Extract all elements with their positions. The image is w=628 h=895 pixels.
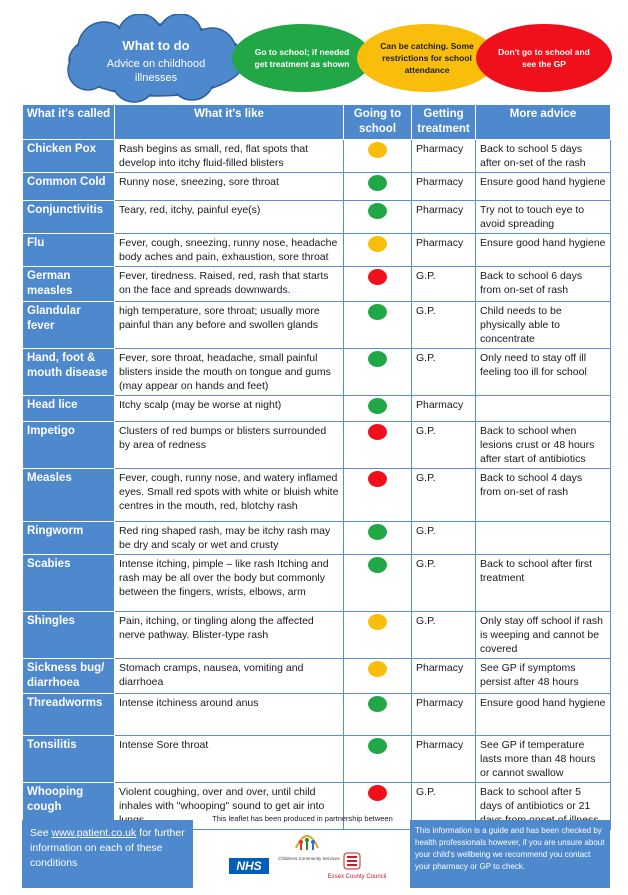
school-status-cell [344, 659, 412, 694]
status-amber-dot [368, 661, 387, 677]
school-status-cell [344, 522, 412, 555]
treatment-cell: Pharmacy [412, 201, 476, 234]
illness-symptoms: Teary, red, itchy, painful eye(s) [115, 201, 344, 234]
status-red-dot [368, 269, 387, 285]
treatment-cell: Pharmacy [412, 736, 476, 783]
school-status-cell [344, 612, 412, 659]
treatment-cell: G.P. [412, 522, 476, 555]
advice-cell: Back to school after 5 days of antibiotics or 21 [476, 783, 611, 830]
illness-symptoms: Fever, sore throat, headache, small painful blisters inside the mouth on tongue and gums (may appear on hands and feet) [115, 349, 344, 396]
illness-name: Impetigo [23, 422, 115, 469]
illness-name: Glandular fever [23, 302, 115, 349]
treatment-cell: Pharmacy [412, 140, 476, 173]
status-green-dot [368, 696, 387, 712]
nhs-logo: NHS [229, 858, 269, 874]
illness-advice-table [22, 104, 611, 830]
table-row [23, 694, 611, 736]
treatment-cell: Pharmacy [412, 694, 476, 736]
illness-symptoms: Rash begins as small, red, flat spots that develop into itchy fluid-filled blisters [115, 140, 344, 173]
advice-cell: Try not to touch eye to avoid spreading [476, 201, 611, 234]
essex-county-council-logo [343, 852, 361, 870]
illness-symptoms: Fever, cough, sneezing, runny nose, headache body aches and pain, exhaustion, sore throat [115, 234, 344, 267]
advice-cell: See GP if temperature lasts more than 48 hours or cannot swallow [476, 736, 611, 783]
footer-more-info [22, 820, 193, 888]
school-status-cell [344, 396, 412, 422]
status-red-dot [368, 424, 387, 440]
illness-symptoms: Pain, itching, or tingling along the affected nerve pathway. Blister-type rash [115, 612, 344, 659]
illness-name: Chicken Pox [23, 140, 115, 173]
table-row [23, 522, 611, 555]
treatment-cell: Pharmacy [412, 173, 476, 201]
advice-cell: Back to school 5 days after on-set of the rash [476, 140, 611, 173]
table-row [23, 140, 611, 173]
cloud-title: What to do [122, 38, 190, 53]
illness-name: Whooping cough [23, 783, 115, 830]
treatment-cell: G.P. [412, 555, 476, 612]
footer-left-suffix: for further information on each of these conditions [30, 827, 185, 869]
illness-name: Threadworms [23, 694, 115, 736]
childrens-community-logo [293, 828, 321, 854]
amber-key-label: Can be catching. Some restrictions for school attendance [380, 41, 474, 75]
illness-symptoms: Stomach cramps, nausea, vomiting and diarrhoea [115, 659, 344, 694]
illness-name: Measles [23, 469, 115, 522]
status-red-dot [368, 471, 387, 487]
status-green-dot [368, 557, 387, 573]
illness-name: Sickness bug/ diarrhoea [23, 659, 115, 694]
table-row [23, 267, 611, 302]
treatment-cell: Pharmacy [412, 234, 476, 267]
illness-symptoms: high temperature, sore throat; usually more painful than any before and swollen glands [115, 302, 344, 349]
cloud-subtitle: Advice on childhood illnesses [106, 58, 206, 84]
advice-cell: Child needs to be physically able to concentrate [476, 302, 611, 349]
table-row [23, 555, 611, 612]
table-row [23, 234, 611, 267]
illness-name: Conjunctivitis [23, 201, 115, 234]
advice-cell: See GP if symptoms persist after 48 hours [476, 659, 611, 694]
advice-cell: Only stay off school if rash is weeping and cannot be covered [476, 612, 611, 659]
red-key-oval [476, 24, 612, 92]
illness-name: Tonsilitis [23, 736, 115, 783]
table-row [23, 302, 611, 349]
school-status-cell [344, 140, 412, 173]
header-like: What it's like [115, 105, 344, 140]
school-status-cell [344, 422, 412, 469]
school-status-cell [344, 694, 412, 736]
table-row [23, 736, 611, 783]
table-row [23, 396, 611, 422]
partner-note: This leaflet has been produced in partnership between [212, 814, 393, 823]
table-header-row [23, 105, 611, 140]
header-advice: More advice [476, 105, 611, 140]
table-row [23, 422, 611, 469]
table-row [23, 659, 611, 694]
header-going-to-school: Going to school [344, 105, 412, 140]
treatment-cell: G.P. [412, 349, 476, 396]
status-green-dot [368, 524, 387, 540]
illness-symptoms: Fever, tiredness. Raised, red, rash that starts on the face and spreads downwards. [115, 267, 344, 302]
illness-name: Head lice [23, 396, 115, 422]
school-status-cell [344, 302, 412, 349]
green-key-oval [232, 24, 372, 92]
advice-cell [476, 396, 611, 422]
advice-cell [476, 522, 611, 555]
green-key-label: Go to school; if needed get treatment as shown [254, 47, 350, 69]
status-green-dot [368, 351, 387, 367]
red-key-label: Don't go to school and see the GP [498, 47, 590, 69]
table-row [23, 173, 611, 201]
illness-symptoms: Intense itching, pimple – like rash Itching and rash may be all over the body but commonly between the fingers, wrists, elbows, arm [115, 555, 344, 612]
advice-cell: Back to school 6 days from on-set of rash [476, 267, 611, 302]
treatment-cell: G.P. [412, 612, 476, 659]
status-red-dot [368, 785, 387, 801]
school-status-cell [344, 234, 412, 267]
school-status-cell [344, 349, 412, 396]
patient-link[interactable]: www.patient.co.uk [51, 827, 137, 839]
treatment-cell: Pharmacy [412, 396, 476, 422]
illness-symptoms: Intense itchiness around anus [115, 694, 344, 736]
illness-name: Shingles [23, 612, 115, 659]
treatment-cell: G.P. [412, 783, 476, 830]
illness-symptoms: Clusters of red bumps or blisters surrounded by area of redness [115, 422, 344, 469]
advice-cell: Back to school when lesions crust or 48 hours after start of antibiotics [476, 422, 611, 469]
footer-left-prefix: See [30, 827, 52, 839]
school-status-cell [344, 201, 412, 234]
advice-cell: Ensure good hand hygiene [476, 173, 611, 201]
school-status-cell [344, 736, 412, 783]
school-status-cell [344, 469, 412, 522]
advice-cell: Back to school 4 days from on-set of rash [476, 469, 611, 522]
status-green-dot [368, 398, 387, 414]
treatment-cell: Pharmacy [412, 659, 476, 694]
status-amber-dot [368, 236, 387, 252]
illness-name: Scabies [23, 555, 115, 612]
illness-name: German measles [23, 267, 115, 302]
status-green-dot [368, 175, 387, 191]
table-row [23, 201, 611, 234]
advice-cell: Ensure good hand hygiene [476, 694, 611, 736]
advice-cell: Ensure good hand hygiene [476, 234, 611, 267]
school-status-cell [344, 173, 412, 201]
header-treatment: Getting treatment [412, 105, 476, 140]
treatment-cell: G.P. [412, 469, 476, 522]
partner-logos [195, 812, 410, 892]
illness-symptoms: Itchy scalp (may be worse at night) [115, 396, 344, 422]
status-green-dot [368, 304, 387, 320]
treatment-cell: G.P. [412, 422, 476, 469]
illness-symptoms: Red ring shaped rash, may be itchy rash may be dry and scaly or wet and crusty [115, 522, 344, 555]
status-green-dot [368, 738, 387, 754]
illness-name: Flu [23, 234, 115, 267]
illness-symptoms: Intense Sore throat [115, 736, 344, 783]
status-amber-dot [368, 142, 387, 158]
treatment-cell: G.P. [412, 302, 476, 349]
table-row [23, 469, 611, 522]
childrens-community-text: Childrens Community Services [278, 856, 340, 861]
essex-county-council-text: Essex County Council [327, 874, 387, 880]
advice-cell: Only need to stay off ill feeling too ill for school [476, 349, 611, 396]
status-amber-dot [368, 614, 387, 630]
illness-symptoms: Runny nose, sneezing, sore throat [115, 173, 344, 201]
illness-name: Ringworm [23, 522, 115, 555]
table-row [23, 349, 611, 396]
illness-name: Common Cold [23, 173, 115, 201]
school-status-cell [344, 267, 412, 302]
header-name: What it's called [23, 105, 115, 140]
illness-symptoms: Violent coughing, over and over, until child inhales with "whooping" sound to get air into [115, 783, 344, 830]
advice-cell: Back to school after first treatment [476, 555, 611, 612]
treatment-cell: G.P. [412, 267, 476, 302]
table-row [23, 612, 611, 659]
status-green-dot [368, 203, 387, 219]
illness-name: Hand, foot & mouth disease [23, 349, 115, 396]
school-status-cell [344, 555, 412, 612]
illness-symptoms: Fever, cough, runny nose, and watery inflamed eyes. Small red spots with white or bluish white centres in the mouth, red, blotchy rash [115, 469, 344, 522]
footer-disclaimer: This information is a guide and has been checked by health professionals however, if you are unsure about your child's wellbeing we recommend you contact your pharmacy or GP to check. [410, 820, 610, 888]
